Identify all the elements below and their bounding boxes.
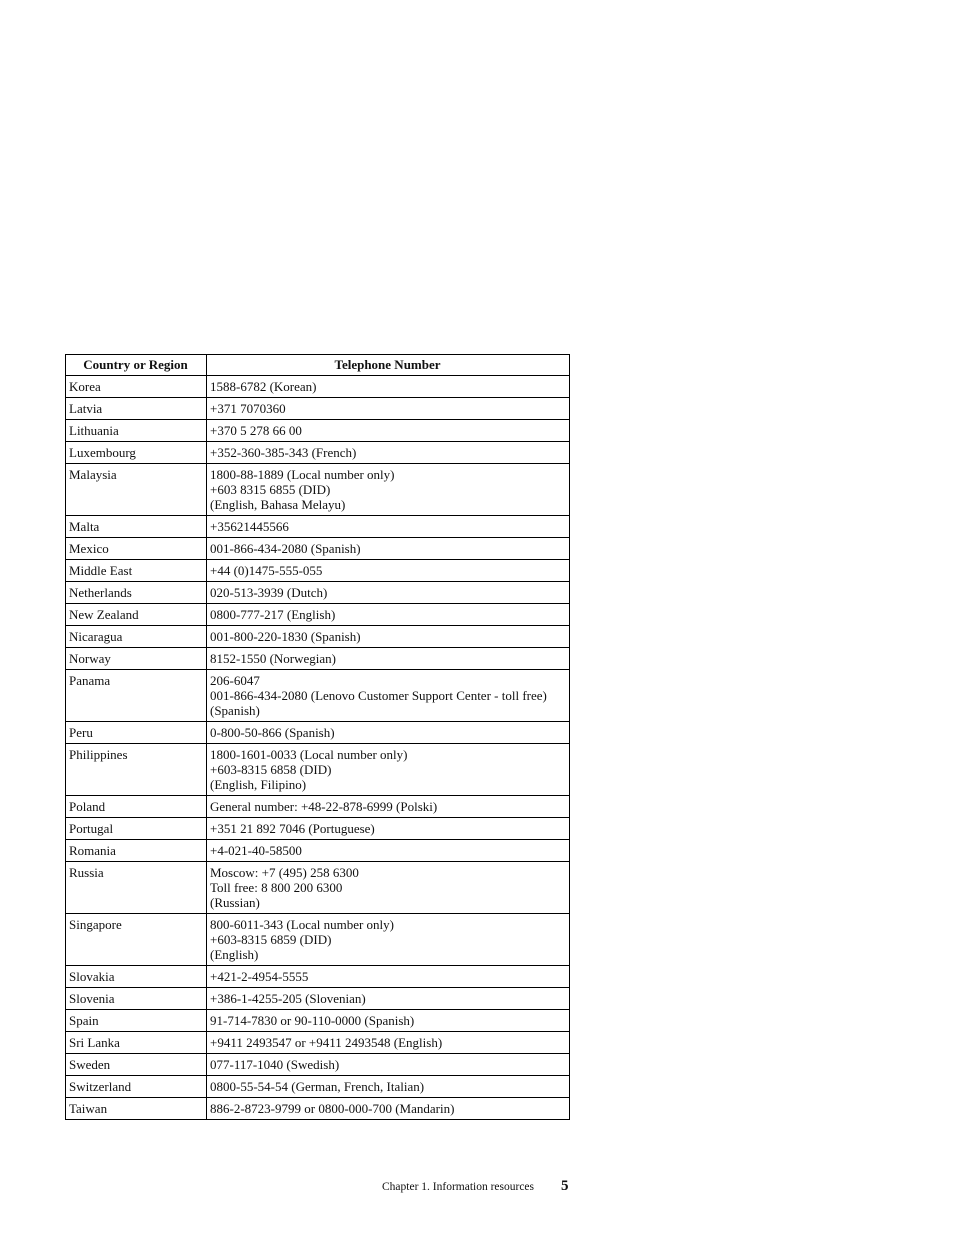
country-cell: Switzerland: [66, 1076, 207, 1098]
country-cell: Portugal: [66, 818, 207, 840]
country-cell: Latvia: [66, 398, 207, 420]
phone-cell: 077-117-1040 (Swedish): [207, 1054, 570, 1076]
table-row: [66, 582, 570, 604]
country-cell: Taiwan: [66, 1098, 207, 1120]
phone-cell: 1588-6782 (Korean): [207, 376, 570, 398]
footer-chapter-title: Chapter 1. Information resources: [382, 1181, 535, 1193]
country-cell: Slovenia: [66, 988, 207, 1010]
phone-cell: 0800-55-54-54 (German, French, Italian): [207, 1076, 570, 1098]
table-row: [66, 516, 570, 538]
telephone-table: [65, 354, 570, 1120]
country-cell: Netherlands: [66, 582, 207, 604]
table-row: [66, 670, 570, 722]
table-row: [66, 464, 570, 516]
phone-cell: +9411 2493547 or +9411 2493548 (English): [207, 1032, 570, 1054]
country-cell: Spain: [66, 1010, 207, 1032]
phone-cell: 1800-88-1889 (Local number only) +603 8315 6855 (DID) (English, Bahasa Melayu): [207, 464, 570, 516]
table-row: [66, 818, 570, 840]
phone-cell: +421-2-4954-5555: [207, 966, 570, 988]
table-header: [66, 355, 570, 376]
country-cell: Nicaragua: [66, 626, 207, 648]
country-cell: Malaysia: [66, 464, 207, 516]
phone-cell: General number: +48-22-878-6999 (Polski): [207, 796, 570, 818]
table-row: [66, 398, 570, 420]
table-row: [66, 796, 570, 818]
table-row: [66, 1010, 570, 1032]
phone-cell: 0-800-50-866 (Spanish): [207, 722, 570, 744]
phone-cell: 800-6011-343 (Local number only) +603-8315 6859 (DID) (English): [207, 914, 570, 966]
phone-cell: +352-360-385-343 (French): [207, 442, 570, 464]
phone-cell: +371 7070360: [207, 398, 570, 420]
header-country: Country or Region: [66, 355, 207, 376]
phone-cell: 8152-1550 (Norwegian): [207, 648, 570, 670]
table-row: [66, 914, 570, 966]
country-cell: Romania: [66, 840, 207, 862]
country-cell: Norway: [66, 648, 207, 670]
table-row: [66, 862, 570, 914]
phone-cell: +44 (0)1475-555-055: [207, 560, 570, 582]
country-cell: Middle East: [66, 560, 207, 582]
table-row: [66, 648, 570, 670]
table-row: [66, 560, 570, 582]
country-cell: Slovakia: [66, 966, 207, 988]
phone-cell: +370 5 278 66 00: [207, 420, 570, 442]
table-row: [66, 988, 570, 1010]
table-row: [66, 376, 570, 398]
country-cell: Peru: [66, 722, 207, 744]
header-phone: Telephone Number: [207, 355, 570, 376]
table-row: [66, 722, 570, 744]
table-row: [66, 744, 570, 796]
phone-cell: +351 21 892 7046 (Portuguese): [207, 818, 570, 840]
phone-cell: 91-714-7830 or 90-110-0000 (Spanish): [207, 1010, 570, 1032]
country-cell: Mexico: [66, 538, 207, 560]
phone-cell: 206-6047 001-866-434-2080 (Lenovo Customer Support Center - toll free) (Spanish): [207, 670, 570, 722]
table-row: [66, 442, 570, 464]
table-row: [66, 966, 570, 988]
phone-cell: +386-1-4255-205 (Slovenian): [207, 988, 570, 1010]
table-row: [66, 420, 570, 442]
country-cell: Singapore: [66, 914, 207, 966]
page-number: 5: [561, 1178, 569, 1194]
table-header-row: [66, 355, 570, 376]
country-cell: Sri Lanka: [66, 1032, 207, 1054]
table-row: [66, 1076, 570, 1098]
table-row: [66, 538, 570, 560]
phone-cell: +35621445566: [207, 516, 570, 538]
table-row: [66, 840, 570, 862]
table-body: [66, 376, 570, 1120]
table-row: [66, 1098, 570, 1120]
country-cell: Poland: [66, 796, 207, 818]
country-cell: Lithuania: [66, 420, 207, 442]
country-cell: Philippines: [66, 744, 207, 796]
table-row: [66, 604, 570, 626]
table-row: [66, 1054, 570, 1076]
phone-cell: 001-800-220-1830 (Spanish): [207, 626, 570, 648]
phone-cell: 020-513-3939 (Dutch): [207, 582, 570, 604]
phone-cell: 886-2-8723-9799 or 0800-000-700 (Mandarin): [207, 1098, 570, 1120]
country-cell: Korea: [66, 376, 207, 398]
phone-cell: Moscow: +7 (495) 258 6300 Toll free: 8 800 200 6300 (Russian): [207, 862, 570, 914]
country-cell: Panama: [66, 670, 207, 722]
phone-cell: 1800-1601-0033 (Local number only) +603-8315 6858 (DID) (English, Filipino): [207, 744, 570, 796]
phone-cell: +4-021-40-58500: [207, 840, 570, 862]
country-cell: Sweden: [66, 1054, 207, 1076]
table-row: [66, 626, 570, 648]
country-cell: Luxembourg: [66, 442, 207, 464]
country-cell: Malta: [66, 516, 207, 538]
country-cell: Russia: [66, 862, 207, 914]
table-row: [66, 1032, 570, 1054]
phone-cell: 0800-777-217 (English): [207, 604, 570, 626]
phone-cell: 001-866-434-2080 (Spanish): [207, 538, 570, 560]
country-cell: New Zealand: [66, 604, 207, 626]
